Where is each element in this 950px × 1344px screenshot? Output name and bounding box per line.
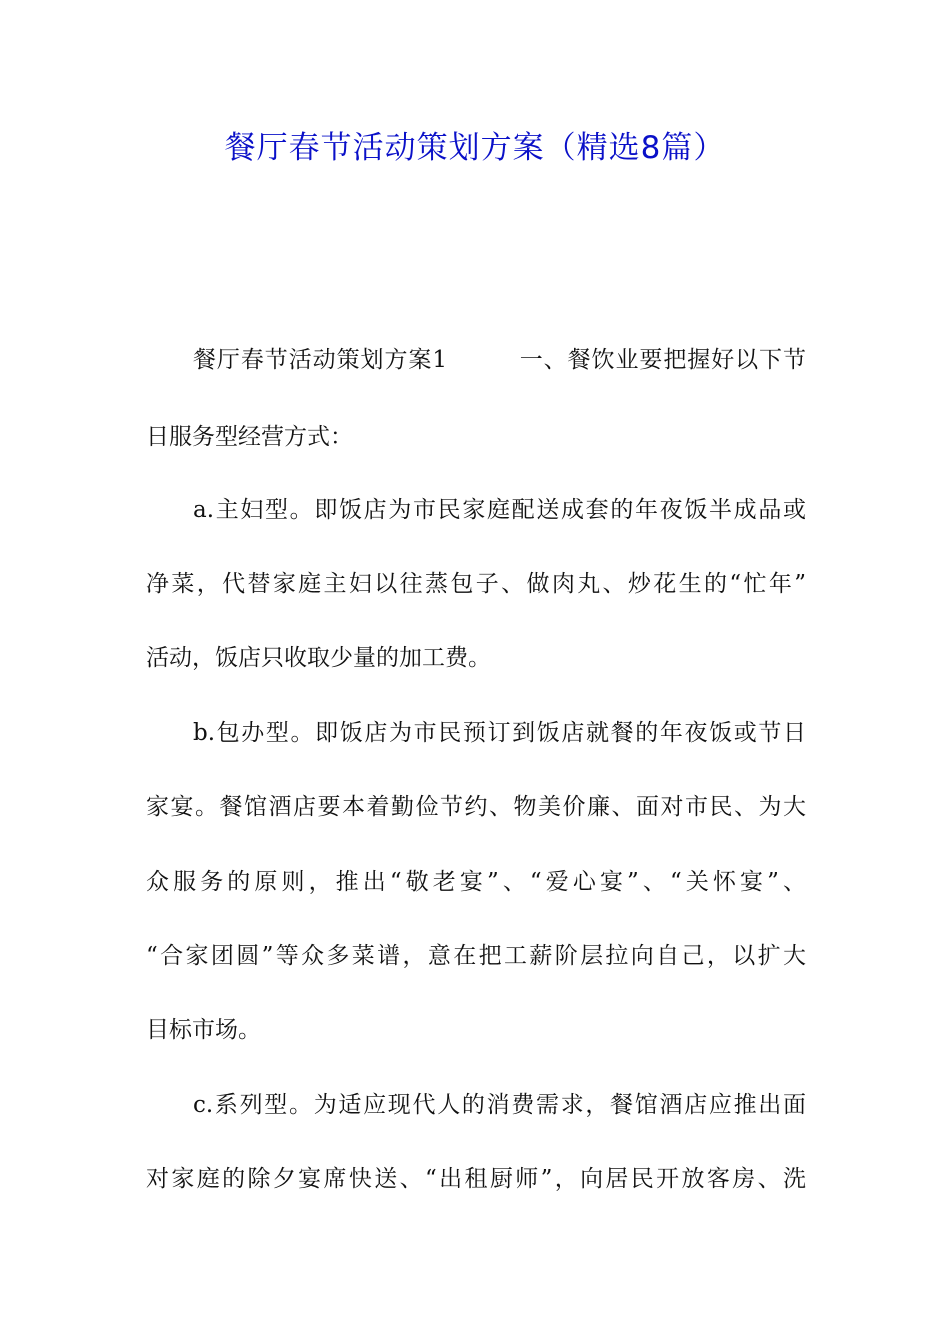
document-title: 餐厅春节活动策划方案（精选8篇） (224, 130, 726, 166)
paragraph-line: 日服务型经营方式： (146, 424, 353, 450)
paragraph-line: 餐厅春节活动策划方案1 一、餐饮业要把握好以下节 (193, 347, 806, 373)
paragraph-line: 家宴。餐馆酒店要本着勤俭节约、物美价廉、面对市民、为大 (146, 794, 806, 820)
paragraph-line: 对家庭的除夕宴席快送、“出租厨师”，向居民开放客房、洗 (146, 1166, 806, 1192)
paragraph-line: 目标市场。 (146, 1017, 261, 1043)
paragraph-line: 活动，饭店只收取少量的加工费。 (146, 645, 491, 671)
paragraph-line: 净菜，代替家庭主妇以往蒸包子、做肉丸、炒花生的“忙年” (146, 571, 806, 597)
paragraph-line: a.主妇型。即饭店为市民家庭配送成套的年夜饭半成品或 (193, 497, 806, 523)
paragraph-line: 众服务的原则，推出“敬老宴”、“爱心宴”、“关怀宴”、 (146, 869, 806, 895)
paragraph-line: “合家团圆”等众多菜谱，意在把工薪阶层拉向自己，以扩大 (146, 943, 806, 969)
paragraph-line: b.包办型。即饭店为市民预订到饭店就餐的年夜饭或节日 (193, 720, 806, 746)
paragraph-line: c.系列型。为适应现代人的消费需求，餐馆酒店应推出面 (193, 1092, 806, 1118)
